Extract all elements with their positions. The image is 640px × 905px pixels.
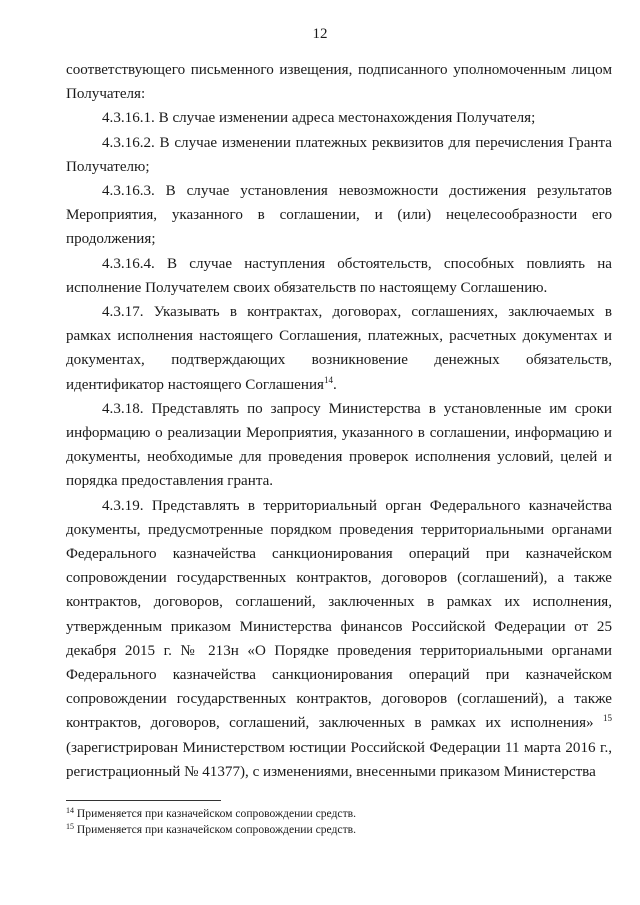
- document-body: [66, 58, 612, 784]
- clause-4-3-17: [66, 300, 612, 397]
- paragraph-text: 4.3.16.3. В случае установления невозможности достижения результатов Мероприятия, указанного в соглашении, и (или) нецелесообразности его продолжения;: [66, 183, 612, 248]
- paragraph-text: 4.3.16.2. В случае изменении платежных реквизитов для перечисления Гранта Получателю;: [66, 134, 612, 175]
- footnote-text: Применяется при казначейском сопровождении средств.: [76, 807, 357, 820]
- paragraph-text: 4.3.19. Представлять в территориальный орган Федерального казначейства документы, предусмотренные порядком проведения территориальными органами Федерального казначейства санкционирования операций при казначейском сопровождении государственных контрактов, договоров (соглашений), а также контрактов, договоров, соглашений, заключенных в рамках их исполнения, утвержденным приказом Министерства финансов Российской Федерации от 25 декабря 2015 г. № 213н «О Порядке проведения территориальными органами Федерального казначейства санкционирования операций при казначейском сопровождении государственных контрактов, договоров (соглашений), а также контрактов, договоров, соглашений, заключенных в рамках их исполнения»: [66, 497, 612, 732]
- page-number: 12: [312, 26, 328, 42]
- paragraph-text: 4.3.16.4. В случае наступления обстоятельств, способных повлиять на исполнение Получателем своих обязательств по настоящему Соглашению.: [66, 255, 612, 296]
- footnote: [66, 822, 612, 838]
- clause-4-3-18: [66, 397, 612, 494]
- paragraph-text: 4.3.17. Указывать в контрактах, договорах, соглашениях, заключаемых в рамках исполнения настоящего Соглашения, платежных, расчетных документах и документах, подтверждающих возникновение денежных обязательств, идентификатор настоящего Соглашения: [66, 304, 612, 393]
- paragraph-continuation: [66, 58, 612, 106]
- paragraph-text: соответствующего письменного извещения, подписанного уполномоченным лицом Получателя:: [66, 62, 612, 103]
- footnote-reference: 15: [602, 713, 612, 724]
- clause-4-3-16-1: [66, 106, 612, 130]
- paragraph-text-after: (зарегистрирован Министерством юстиции Российской Федерации 11 марта 2016 г., регистрационный № 41377), с изменениями, внесенными приказом Министерства: [66, 739, 612, 780]
- footnote-mark: 15: [66, 822, 74, 831]
- footnote-divider: [66, 800, 221, 801]
- paragraph-text-after: .: [332, 376, 337, 393]
- clause-4-3-16-2: [66, 131, 612, 179]
- paragraph-text: 4.3.16.1. В случае изменении адреса местонахождения Получателя;: [102, 110, 536, 127]
- paragraph-text: 4.3.18. Представлять по запросу Министерства в установленные им сроки информацию о реализации Мероприятия, указанного в соглашении, информацию и документы, необходимые для проведения проверок исполнения условий, целей и порядка предоставления гранта.: [66, 400, 612, 490]
- footnote: [66, 806, 612, 822]
- footnotes: [66, 806, 612, 838]
- footnote-reference: 14: [323, 374, 333, 385]
- footnote-mark: 14: [66, 806, 74, 815]
- clause-4-3-16-4: [66, 252, 612, 300]
- clause-4-3-16-3: [66, 179, 612, 252]
- footnote-text: Применяется при казначейском сопровождении средств.: [76, 823, 357, 836]
- clause-4-3-19: [66, 494, 612, 784]
